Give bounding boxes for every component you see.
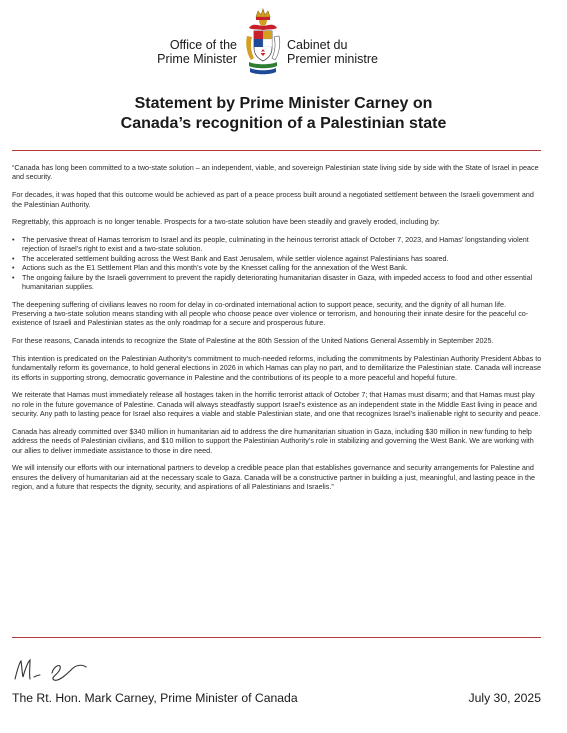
paragraph-3: Regrettably, this approach is no longer tenable. Prospects for a two-state solution have been steadily and gravely eroded, including by: [12,217,440,227]
bottom-divider [12,637,541,638]
letterhead [0,8,567,78]
list-item: • Actions such as the E1 Settlement Plan and this month’s vote by the Knesset calling for the annexation of the West Bank. [12,263,542,272]
handwritten-signature [12,655,100,685]
office-french [287,38,378,66]
statement-title [40,94,527,134]
paragraph-6: This intention is predicated on the Palestinian Authority’s commitment to much-needed reforms, including the commitments by Palestinian Authority President Abbas to fundamentally reform its governance, to hold general elections in 2026 in which Hamas can play no part, and to demilitarize the Palestinian state. Canada will increase its efforts in supporting strong, democratic governance in Palestine and the contributions of its people to a more peaceful and hopeful future. [12,353,542,382]
title-line2: Canada’s recognition of a Palestinian state [120,115,447,132]
list-item: • The ongoing failure by the Israeli government to prevent the rapidly deteriorating humanitarian disaster in Gaza, with impeded access to food and other essential humanitarian supplies. [12,273,542,292]
paragraph-4: The deepening suffering of civilians leaves no room for delay in co-ordinated international action to support peace, security, and the dignity of all human life. Preserving a two-state solution means standing with all people who choose peace over violence or terrorism, and honouring their innate desire for the peaceful co-existence of Israeli and Palestinian states as the only roadmap for a secure and prosperous future. [12,299,529,328]
statement-date: July 30, 2025 [468,691,541,705]
top-divider [12,150,541,151]
office-english [157,38,237,66]
coat-of-arms-icon [243,8,283,76]
statement-body [12,163,542,500]
paragraph-8: Canada has already committed over $340 million in humanitarian aid to address the dire humanitarian situation in Gaza, including $30 million in new funding to help address the needs of Palestinian civilians, and $10 million to support the Palestinian Authority’s role in stabilizing and governing the West Bank. We are working with our allies to deliver immediate assistance to those in dire need. [12,426,534,455]
paragraph-5: For these reasons, Canada intends to recognize the State of Palestine at the 80th Session of the United Nations General Assembly in September 2025. [12,336,494,346]
erosion-factors-list [12,235,542,291]
paragraph-2: For decades, it was hoped that this outcome would be achieved as part of a peace process built around a negotiated settlement between the Israeli government and the Palestinian Authority. [12,190,534,209]
signatory-name: The Rt. Hon. Mark Carney, Prime Minister of Canada [12,691,298,705]
paragraph-9: We will intensify our efforts with our international partners to develop a credible peace plan that establishes governance and security arrangements for Palestine and ensures the delivery of humanitarian aid at the necessary scale to Gaza. Canada will be a constructive partner in building a just, meaningful, and lasting peace in the region, and a future that respects the dignity, security, and aspirations of all Palestinians and Israelis.” [12,463,535,492]
office-french-line1: Cabinet du [287,38,348,52]
office-french-line2: Premier ministre [287,52,378,66]
list-item: • The accelerated settlement building across the West Bank and East Jerusalem, while settler violence against Palestinians has soared. [12,254,542,263]
paragraph-7: We reiterate that Hamas must immediately release all hostages taken in the horrific terrorist attack of October 7; that Hamas must disarm; and that Hamas must play no role in the future governance of Palestine. Canada will always steadfastly support Israel’s existence as an independent state in the Middle East living in peace and security. Any path to lasting peace for Israel also requires a viable and stable Palestinian state, and one that recognizes Israel’s inalienable right to security and peace. [12,390,541,419]
list-item: • The pervasive threat of Hamas terrorism to Israel and its people, culminating in the heinous terrorist attack of October 7, 2023, and Hamas’ longstanding violent rejection of Israel’s right to exist and a two-state solution. [12,235,542,254]
paragraph-1: “Canada has long been committed to a two-state solution – an independent, viable, and sovereign Palestinian state living side by side with the State of Israel in peace and security. [12,163,539,182]
office-english-line1: Office of the [169,38,237,52]
office-english-line2: Prime Minister [157,52,237,66]
title-line1: Statement by Prime Minister Carney on [134,95,433,112]
